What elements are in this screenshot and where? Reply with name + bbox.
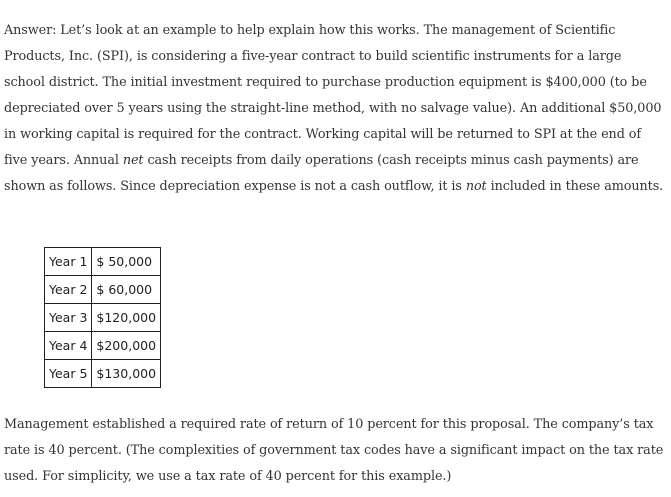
year-cell: Year 1 [45,248,92,276]
amount-cell: $ 60,000 [92,276,161,304]
emphasis-net: net [122,153,144,168]
amount-cell: $120,000 [92,304,161,332]
assumptions-paragraph: Management established a required rate of return of 10 percent for this proposal. The company’s tax rate is 40 percent. (The complexities of government tax codes have a significant impact on the tax rate used. For simplicity, we use a tax rate of 40 percent for this example.) [4,417,664,484]
table-row [45,360,161,388]
table-row [45,304,161,332]
amount-cell: $200,000 [92,332,161,360]
answer-text-part-b: cash receipts from daily operations (cash receipts minus cash payments) are shown as follows. Since depreciation expense is not a cash outflow, it is [4,153,639,194]
answer-paragraph [4,18,666,200]
amount-cell: $130,000 [92,360,161,388]
answer-text-part-a: Answer: Let’s look at an example to help explain how this works. The management of Scientific Products, Inc. (SPI), is considering a five-year contract to build scientific instruments for a large school district. The initial investment required to purchase production equipment is $400,000 (to be depreciated over 5 years using the straight-line method, with no salvage value). An additional $50,000 in working capital is required for the contract. Working capital will be returned to SPI at the end of five years. Annual [4,23,662,168]
year-cell: Year 4 [45,332,92,360]
emphasis-not: not [465,179,487,194]
amount-cell: $ 50,000 [92,248,161,276]
table-row [45,276,161,304]
table-row [45,332,161,360]
answer-text-part-c: included in these amounts. [486,179,664,194]
table-row [45,248,161,276]
cash-receipts-table [44,247,161,388]
year-cell: Year 3 [45,304,92,332]
year-cell: Year 2 [45,276,92,304]
year-cell: Year 5 [45,360,92,388]
